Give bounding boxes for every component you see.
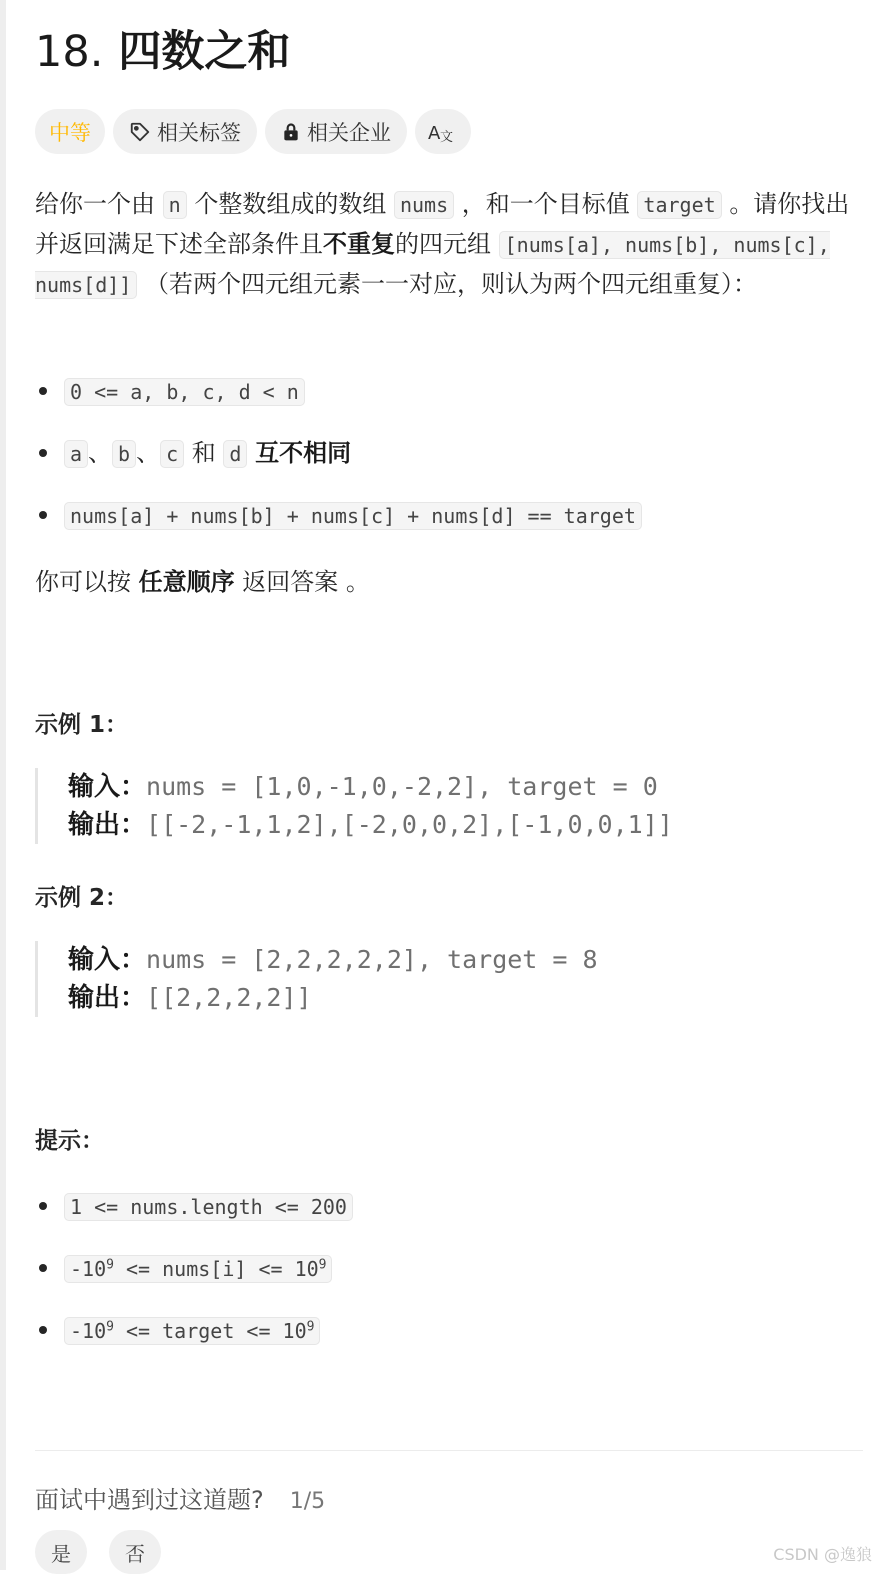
conditions-list (35, 372, 642, 534)
example-input-row (68, 941, 598, 979)
interview-count: 1/5 (289, 1489, 326, 1514)
divider (35, 1450, 863, 1451)
conjunction-text: 和 (191, 439, 216, 467)
svg-text:A: A (428, 122, 441, 144)
constraints-heading: 提示： (35, 1128, 104, 1154)
problem-number: 18. (35, 27, 104, 77)
inline-code: nums[a] + nums[b] + nums[c] + nums[d] == target (64, 502, 642, 530)
example-input: nums = [1,0,-1,0,-2,2], target = 0 (146, 772, 658, 801)
separator: 、 (88, 439, 113, 467)
no-button[interactable]: 否 (109, 1530, 161, 1574)
order-note (35, 563, 855, 602)
inline-code: n (163, 191, 187, 219)
example-block (35, 941, 598, 1017)
constraints-list (35, 1187, 353, 1349)
constraint-text: -10 (70, 1319, 107, 1343)
list-item (35, 496, 642, 534)
example-input-row (68, 768, 673, 806)
inline-code: nums (394, 191, 454, 219)
inline-code: c (160, 440, 184, 468)
topics-tag-button[interactable] (113, 109, 257, 154)
inline-code: 1 <= nums.length <= 200 (64, 1193, 353, 1221)
constraint-text: -10 (70, 1257, 107, 1281)
description-text: 给你一个由 (35, 190, 155, 218)
list-item (35, 434, 642, 472)
example-output-row (68, 979, 598, 1017)
inline-code: 0 <= a, b, c, d < n (64, 378, 305, 406)
translate-button[interactable] (415, 109, 471, 154)
description-text: （若两个四元组元素一一对应，则认为两个四元组重复）： (144, 270, 757, 298)
problem-title: 四数之和 (118, 27, 291, 77)
input-label: 输入： (68, 772, 147, 802)
example-heading: 示例 2： (35, 885, 129, 911)
inline-code: b (112, 440, 136, 468)
constraint-text: <= target <= 10 (113, 1319, 307, 1343)
topics-tag-label: 相关标签 (157, 120, 241, 145)
list-item (35, 372, 642, 410)
description-text: 个整数组成的数组 (194, 190, 387, 218)
yes-button[interactable]: 是 (35, 1530, 87, 1574)
output-label: 输出： (68, 983, 147, 1013)
inline-code: a (64, 440, 88, 468)
example-heading: 示例 1： (35, 712, 129, 738)
inline-code (64, 1317, 320, 1345)
lock-icon (281, 122, 301, 142)
input-label: 输入： (68, 945, 147, 975)
interview-question (35, 1480, 325, 1515)
tag-icon (129, 121, 151, 143)
list-item (35, 1187, 353, 1225)
svg-text:文: 文 (440, 129, 453, 144)
companies-tag-label: 相关企业 (307, 120, 391, 145)
example-output: [[2,2,2,2]] (146, 983, 312, 1012)
example-input: nums = [2,2,2,2,2], target = 8 (146, 945, 598, 974)
difficulty-badge: 中等 (35, 109, 105, 154)
translate-icon (427, 120, 453, 144)
exponent: 9 (318, 1257, 327, 1273)
example-output: [[-2,-1,1,2],[-2,0,0,2],[-1,0,0,1]] (146, 810, 673, 839)
list-item (35, 1311, 353, 1349)
page-title (35, 26, 290, 78)
note-text: 返回答案 。 (242, 568, 370, 596)
separator: 、 (136, 439, 161, 467)
inline-code: d (223, 440, 247, 468)
description-text: ，和一个目标值 (461, 190, 630, 218)
description-text: 的四元组 (395, 230, 491, 258)
example-output-row (68, 806, 673, 844)
inline-code: [nums[a], nums[b], nums[c], nums[d]] (35, 233, 830, 297)
description-text: 。请你找出并返回满足下述全部条件且 (35, 190, 850, 258)
inline-code: target (637, 191, 721, 219)
bold-text: 任意顺序 (138, 568, 235, 596)
interview-question-text: 面试中遇到过这道题? (35, 1486, 264, 1514)
list-item (35, 1249, 353, 1287)
exponent: 9 (106, 1257, 114, 1273)
tag-bar (35, 109, 471, 154)
interview-answers (35, 1530, 161, 1574)
inline-code (64, 1255, 332, 1283)
output-label: 输出： (68, 810, 147, 840)
watermark: CSDN @逸狼 (773, 1545, 872, 1564)
note-text: 你可以按 (35, 568, 131, 596)
exponent: 9 (306, 1319, 315, 1335)
left-border (0, 0, 6, 1570)
example-block (35, 768, 673, 844)
bold-text: 互不相同 (255, 439, 352, 467)
exponent: 9 (106, 1319, 114, 1335)
description-paragraph (35, 185, 855, 305)
bold-text: 不重复 (323, 230, 395, 258)
constraint-text: <= nums[i] <= 10 (113, 1257, 319, 1281)
companies-tag-button[interactable] (265, 109, 407, 154)
